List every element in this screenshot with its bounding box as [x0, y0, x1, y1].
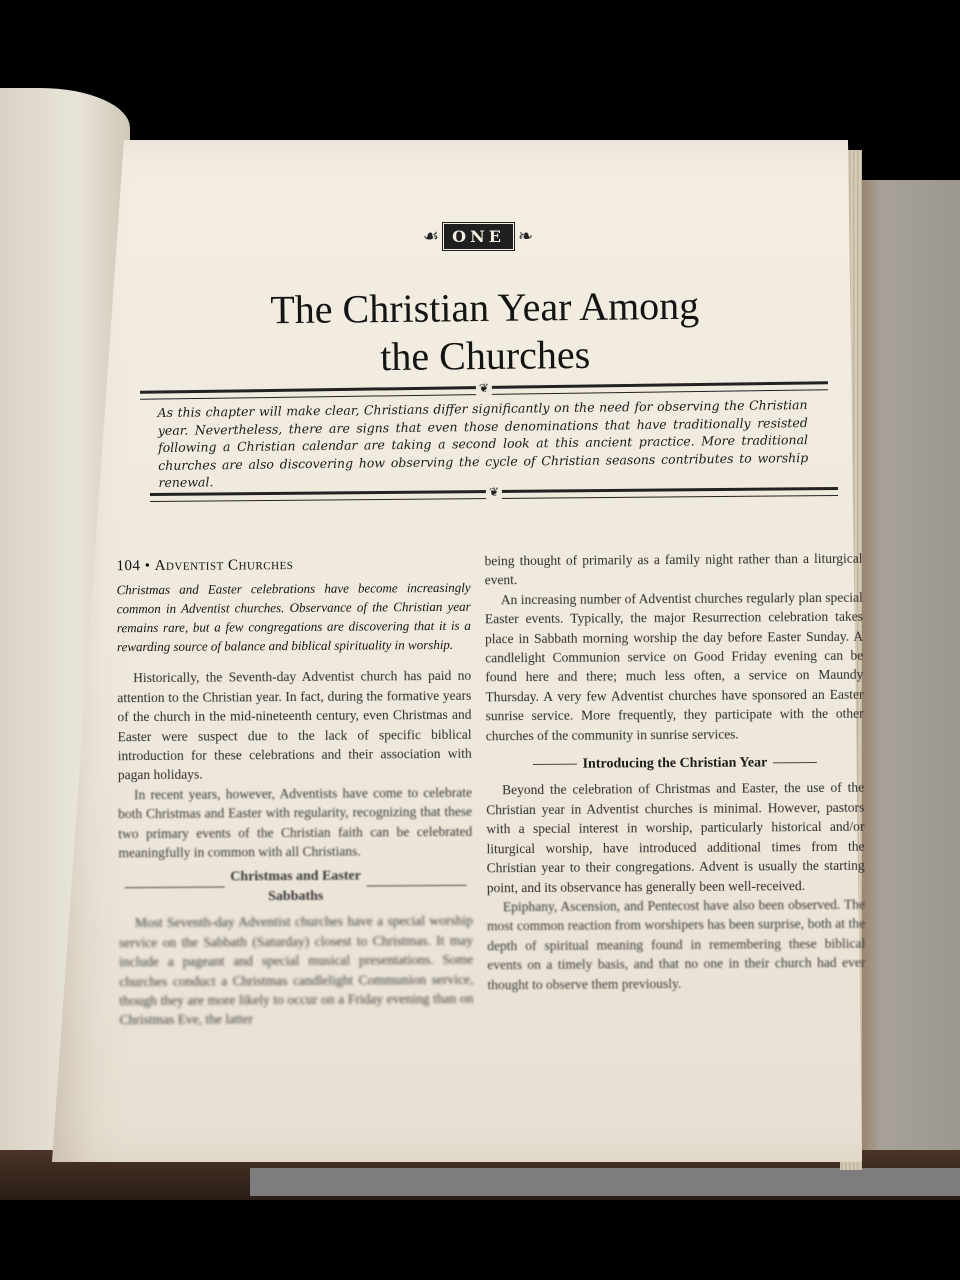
subheading-rule: [367, 885, 467, 887]
chapter-title: [190, 281, 781, 383]
subheading-rule: [773, 762, 817, 763]
chapter-number-label: ONE: [444, 224, 513, 249]
right-column: [484, 549, 865, 995]
paragraph-2: In recent years, however, Adventists have come to celebrate both Christmas and Easter with regularity, recognizing that these two primary events of the Christian faith can be celebrated meaningfully in common with all Christians.: [118, 784, 473, 861]
subheading-text: [230, 867, 361, 907]
section-intro: Christmas and Easter celebrations have become increasingly common in Adventist churches. Observance of the Christian year remains rare, but a few congregations are discovering that it is a rewarding source of balance and biblical spirituality in worship.: [116, 580, 471, 655]
ornament-right-icon: ❧: [518, 226, 534, 247]
paragraph-4: An increasing number of Adventist churches regularly plan special Easter events. Typically, the major Resurrection celebration takes place in Sabbath morning worship the day before Easter Sunday. A candlelight Communion service on Good Friday evening can be found here and there; much less often, a service on Maundy Thursday. A very few Adventist churches have sponsored an Easter sunrise service. More frequently, they participate with the other churches of the community in sunrise services.: [484, 589, 864, 743]
rule-ornament-icon: ❦: [486, 485, 502, 499]
chapter-number: [418, 224, 538, 250]
book-cover-gray-band: [250, 1168, 960, 1196]
section-title: Adventist Churches: [154, 557, 294, 574]
paragraph-3: Most Seventh-day Adventist churches have a special worship service on the Sabbath (Saturday) closest to Christmas. It may include a pageant and special musical presentations. Some churches conduct a Christmas candlelight Communion service, though they are more likely to occur on a Friday evening than on Christmas Eve, the latter: [118, 913, 474, 1028]
subheading-rule: [125, 887, 225, 889]
chapter-title-line-1: The Christian Year Among: [270, 282, 700, 333]
section-number: 104: [116, 558, 141, 575]
chapter-abstract: As this chapter will make clear, Christians differ significantly on the need for observing the Christian year. Nevertheless, there are signs that even those denominations that have traditionally resisted following a Christian calendar are taking a second look at this ancient practice. More traditional churches are also discovering how observing the cycle of Christian seasons contributes to worship renewal.: [157, 397, 809, 490]
subheading-rule: [533, 764, 577, 765]
paragraph-1: Historically, the Seventh-day Adventist church has paid no attention to the Christian year. In fact, during the formative years of the church in the mid-nineteenth century, even Christmas and Easter were suspect due to the lack of specific biblical introduction for these celebrations and their association with pagan holidays.: [117, 668, 472, 783]
subheading-line-1: Christmas and Easter: [230, 869, 361, 885]
subheading-line-2: Sabbaths: [268, 888, 324, 905]
section-heading: [116, 555, 470, 577]
paragraph-6: Epiphany, Ascension, and Pentecost have also been observed. The most common reaction from worshipers has been surprise, both at the depth of spiritual meaning found in remembering these biblical events on a timely basis, and that no one in their church had ever thought to observe them previously.: [487, 896, 866, 992]
subheading-introducing: [486, 753, 864, 775]
section-bullet: •: [144, 558, 151, 575]
paragraph-3-continued: being thought of primarily as a family night rather than a liturgical event.: [484, 550, 863, 588]
subheading-christmas-easter: [119, 866, 473, 907]
subheading-text: Introducing the Christian Year: [582, 755, 768, 772]
paragraph-5: Beyond the celebration of Christmas and Easter, the use of the Christian year in Adventist churches is minimal. However, pastors with a special interest in worship, particularly historical and/or liturgical worship, have introduced additional times from the Christian year to their congregations. Advent is usually the starting point, and its observance has generally been well-received.: [486, 780, 865, 895]
ornament-left-icon: ☙: [422, 226, 440, 247]
left-column: [116, 555, 473, 1030]
rule-ornament-icon: ❦: [476, 381, 492, 395]
chapter-title-line-2: the Churches: [380, 331, 591, 380]
